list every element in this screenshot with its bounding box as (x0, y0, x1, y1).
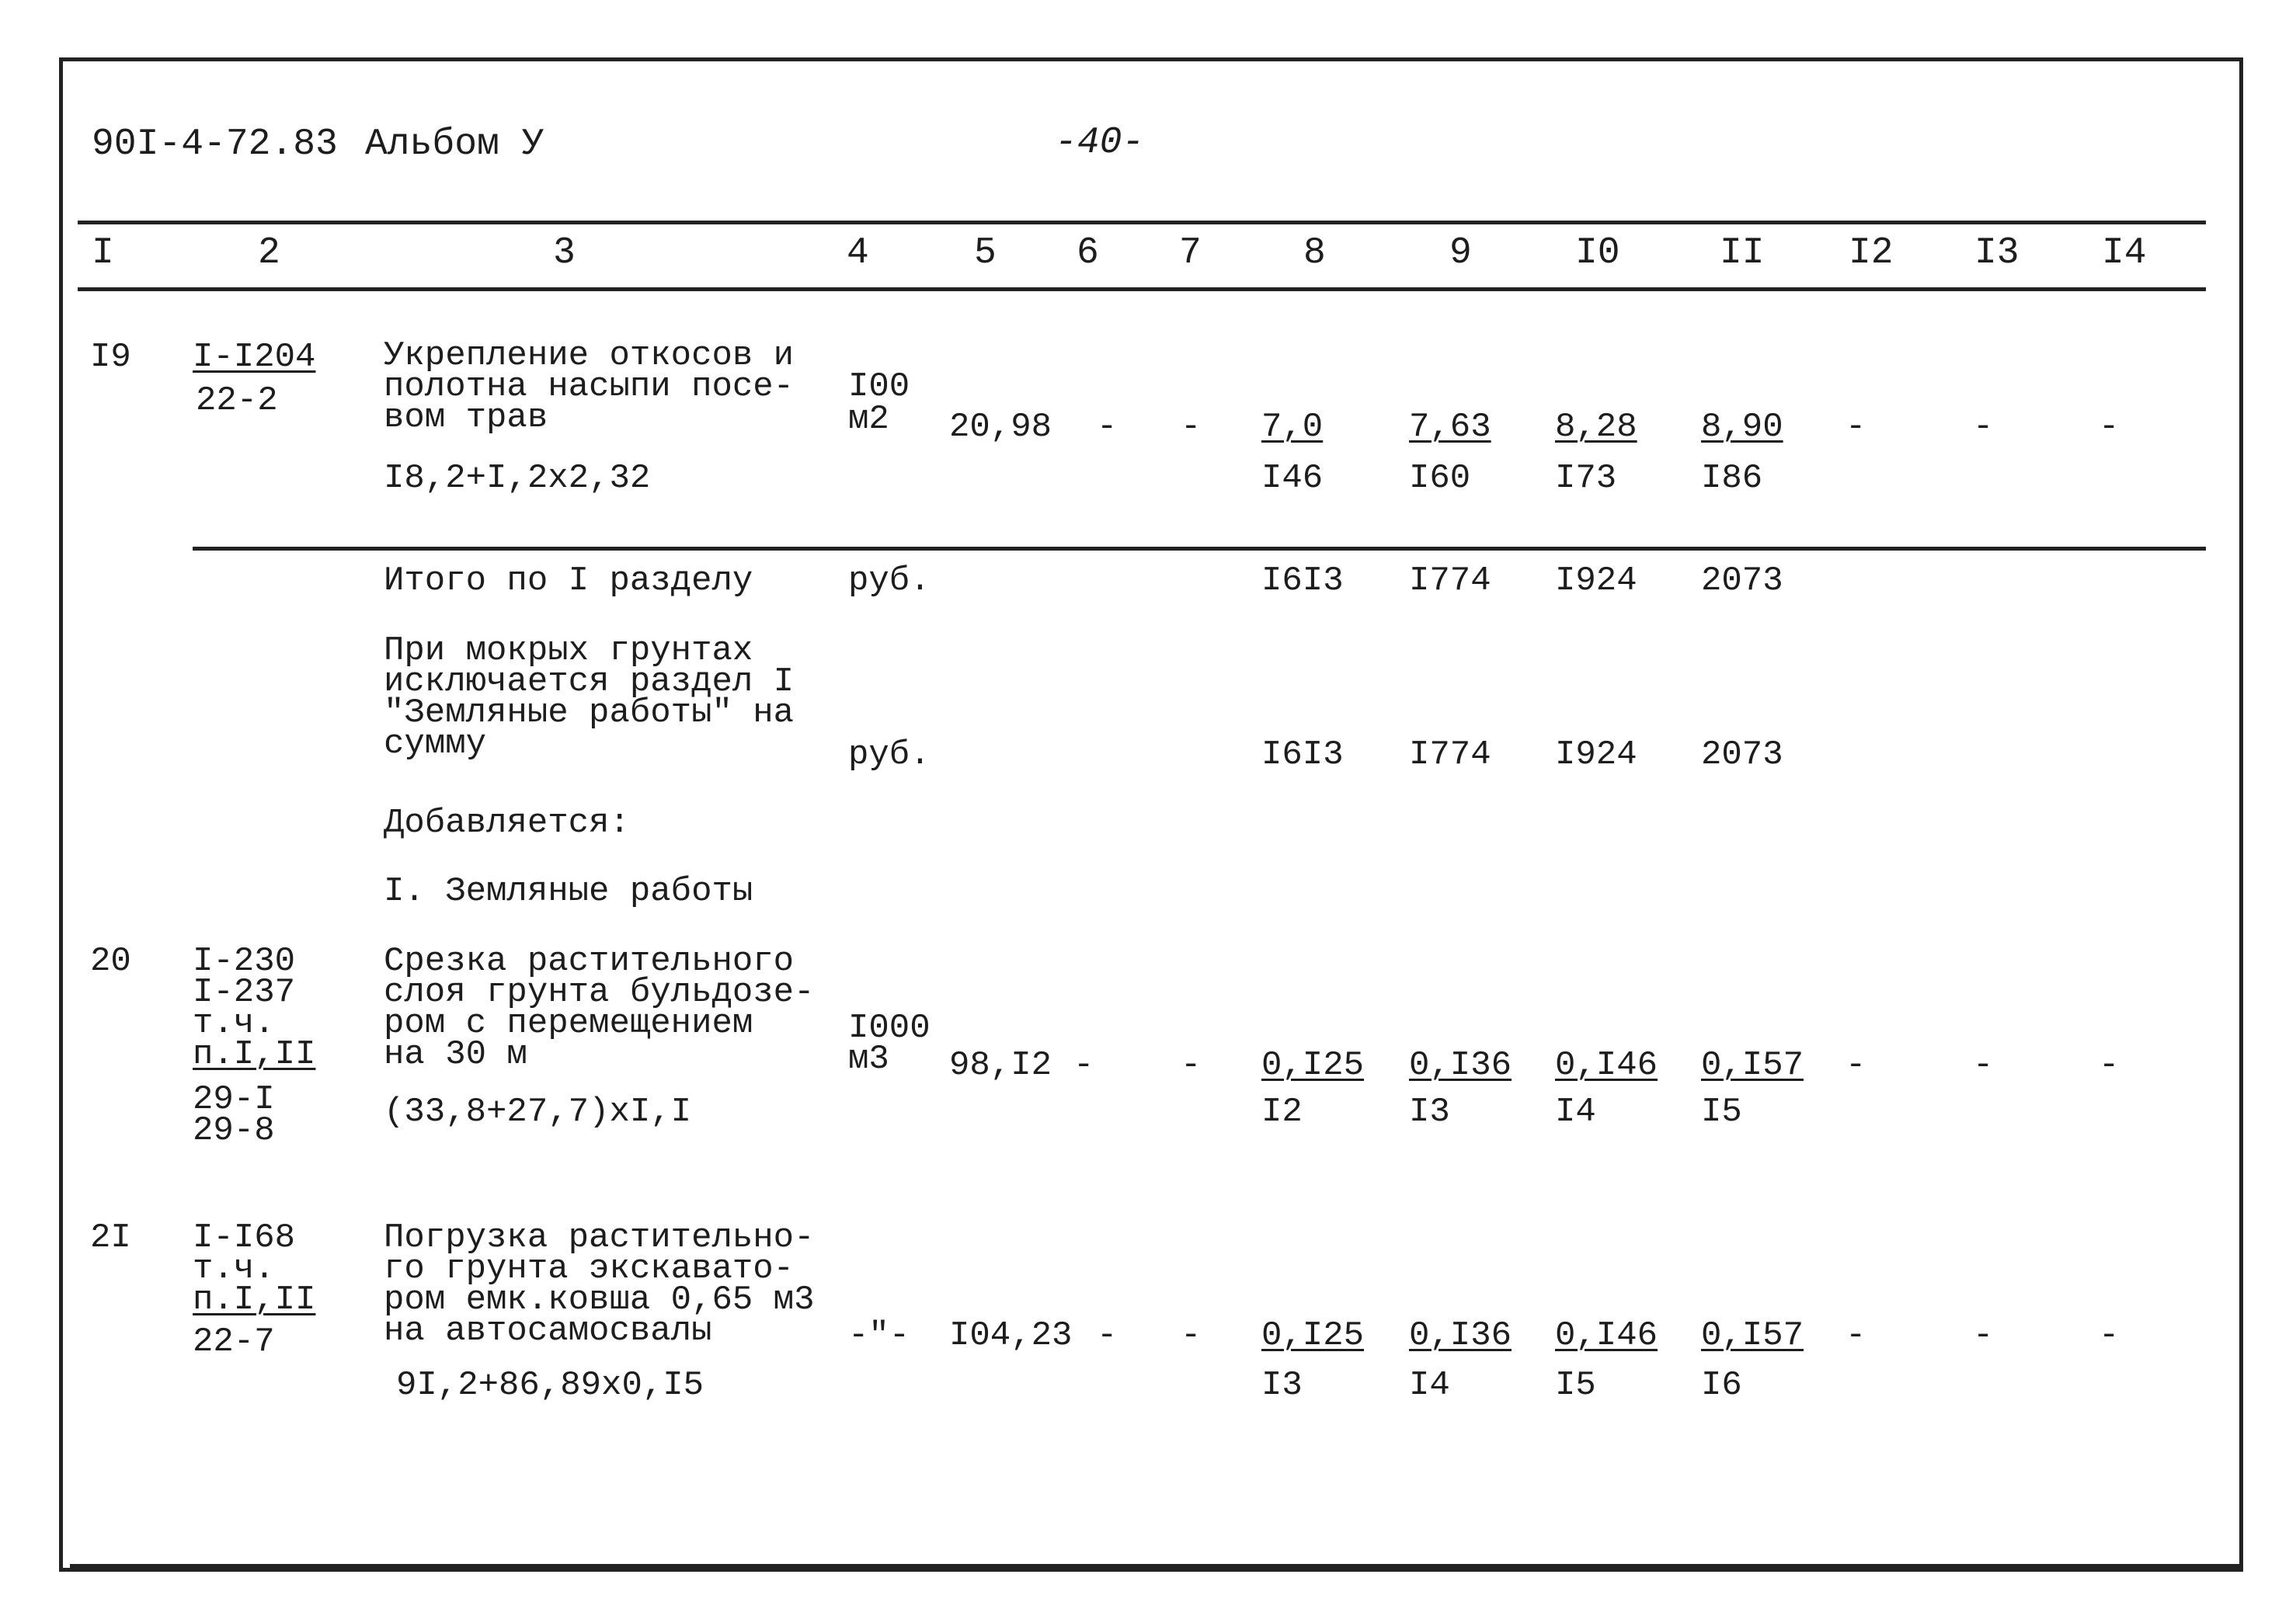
col-header-6: 6 (1077, 232, 1099, 274)
row21-formula: 9I,2+86,89x0,I5 (396, 1366, 704, 1405)
row19-col12: - (1845, 408, 1866, 447)
row20-col11-rate: 0,I57 (1701, 1046, 1804, 1085)
col-header-12: I2 (1849, 232, 1894, 274)
wet-col11: 2073 (1701, 735, 1783, 774)
row19-formula: I8,2+I,2x2,32 (384, 459, 651, 498)
row19-col8-sum: I46 (1261, 459, 1324, 498)
row20-col6: - (1073, 1046, 1094, 1085)
col-header-4: 4 (847, 232, 869, 274)
col-header-7: 7 (1179, 232, 1202, 274)
row19-unit-bottom: м2 (848, 400, 889, 439)
row19-col7: - (1181, 408, 1202, 447)
wet-col9: I774 (1409, 735, 1491, 774)
row19-unit-top: I00 (848, 367, 910, 406)
row20-col12: - (1845, 1046, 1866, 1085)
row20-col9-rate: 0,I36 (1409, 1046, 1512, 1085)
row20-col11-sum: I5 (1701, 1093, 1742, 1131)
row19-col13: - (1973, 408, 1994, 447)
row20-col14: - (2099, 1046, 2120, 1085)
col-header-11: II (1720, 232, 1765, 274)
frame-bottom-edge (70, 1564, 2242, 1572)
row20-formula: (33,8+27,7)xI,I (384, 1093, 692, 1131)
col-header-10: I0 (1575, 232, 1620, 274)
total1-col9: I774 (1409, 561, 1491, 600)
col-header-1: I (92, 232, 114, 274)
row20-col9-sum: I3 (1409, 1093, 1450, 1131)
row21-unit: -"- (848, 1316, 910, 1355)
row19-description: Укрепление откосов и полотна насыпи посе- вом трав (384, 336, 795, 437)
wet-unit: руб. (848, 735, 931, 774)
row20-codes: I-230 I-237 т.ч. п.I,II 29-I 29-8 (193, 942, 316, 1150)
row19-col8-rate: 7,0 (1261, 408, 1324, 447)
row19-col9-rate: 7,63 (1409, 408, 1491, 447)
header-bottom-rule (78, 287, 2206, 291)
wet-soils-note: При мокрых грунтах исключается раздел I "Земляные работы" на сумму (384, 631, 795, 763)
row21-col11-rate: 0,I57 (1701, 1316, 1804, 1355)
total1-label: Итого по I разделу (384, 561, 753, 600)
row19-col11-rate: 8,90 (1701, 408, 1783, 447)
row19-col10-sum: I73 (1555, 459, 1617, 498)
row20-unit-top: I000 (848, 1009, 931, 1048)
row21-col11-sum: I6 (1701, 1366, 1742, 1405)
row21-col14: - (2099, 1316, 2120, 1355)
row20-col8-rate: 0,I25 (1261, 1046, 1365, 1085)
row19-code-b: 22-2 (196, 381, 278, 420)
row21-description: Погрузка растительно- го грунта экскавато- ром емк.ковша 0,65 м3 на автосамосвалы (384, 1218, 815, 1350)
section-divider (193, 547, 2206, 551)
total1-unit: руб. (848, 561, 931, 600)
col-header-2: 2 (258, 232, 280, 274)
doc-code: 90I-4-72.83 (92, 123, 338, 165)
wet-col10: I924 (1555, 735, 1637, 774)
row21-col9-rate: 0,I36 (1409, 1316, 1512, 1355)
row21-qty: I04,23 (949, 1316, 1073, 1355)
row20-col8-sum: I2 (1261, 1093, 1303, 1131)
row21-col7: - (1181, 1316, 1202, 1355)
row20-description: Срезка растительного слоя грунта бульдозе- ром с перемещением на 30 м (384, 942, 815, 1074)
total1-col10: I924 (1555, 561, 1637, 600)
col-header-5: 5 (974, 232, 997, 274)
row20-unit-bottom: м3 (848, 1040, 889, 1079)
page-number: -40- (1055, 122, 1145, 164)
row19-col10-rate: 8,28 (1555, 408, 1637, 447)
row19-col6: - (1097, 408, 1118, 447)
row20-col10-sum: I4 (1555, 1093, 1596, 1131)
row20-num: 20 (90, 942, 131, 981)
col-header-14: I4 (2102, 232, 2147, 274)
row21-codes: I-I68 т.ч. п.I,II 22-7 (193, 1218, 316, 1361)
row21-col6: - (1097, 1316, 1118, 1355)
row19-num: I9 (90, 338, 131, 377)
total1-col8: I6I3 (1261, 561, 1344, 600)
total1-col11: 2073 (1701, 561, 1783, 600)
section-title: I. Земляные работы (384, 872, 753, 911)
row20-qty: 98,I2 (949, 1046, 1052, 1085)
col-header-13: I3 (1974, 232, 2019, 274)
row19-code-a: I-I204 (193, 338, 316, 377)
row20-col13: - (1973, 1046, 1994, 1085)
row19-col14: - (2099, 408, 2120, 447)
col-header-3: 3 (553, 232, 576, 274)
row21-col12: - (1845, 1316, 1866, 1355)
row20-col10-rate: 0,I46 (1555, 1046, 1658, 1085)
col-header-9: 9 (1449, 232, 1472, 274)
row21-col10-rate: 0,I46 (1555, 1316, 1658, 1355)
added-label: Добавляется: (384, 804, 630, 843)
row21-num: 2I (90, 1218, 131, 1257)
row19-qty: 20,98 (949, 408, 1052, 447)
header-top-rule (78, 221, 2206, 224)
row21-col9-sum: I4 (1409, 1366, 1450, 1405)
row21-col10-sum: I5 (1555, 1366, 1596, 1405)
row21-col8-rate: 0,I25 (1261, 1316, 1365, 1355)
album-label: Альбом У (365, 123, 544, 165)
row21-col8-sum: I3 (1261, 1366, 1303, 1405)
row19-col11-sum: I86 (1701, 459, 1763, 498)
row19-col9-sum: I60 (1409, 459, 1471, 498)
row20-col7: - (1181, 1046, 1202, 1085)
row21-col13: - (1973, 1316, 1994, 1355)
wet-col8: I6I3 (1261, 735, 1344, 774)
col-header-8: 8 (1303, 232, 1326, 274)
